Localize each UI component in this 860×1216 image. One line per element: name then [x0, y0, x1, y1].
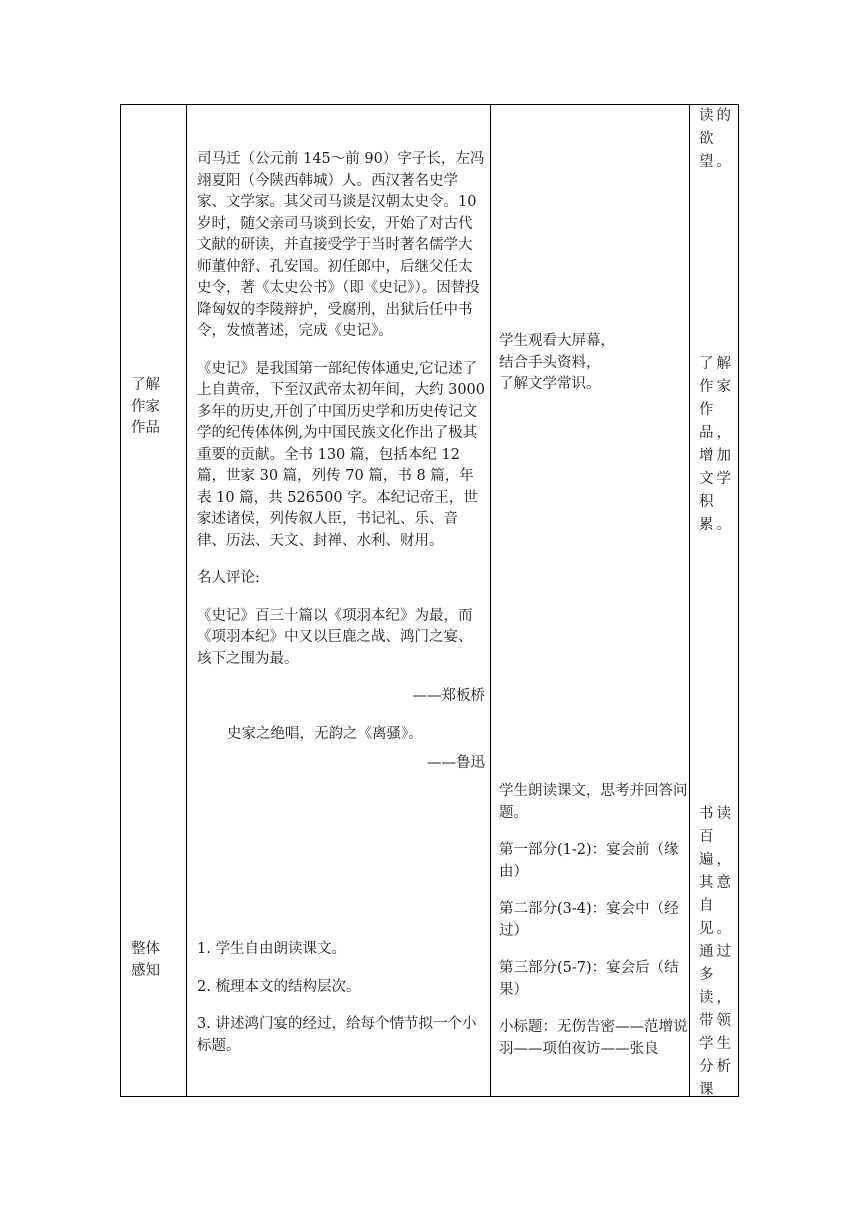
activity-item: 第一部分(1-2)：宴会前（缘由）	[499, 842, 679, 880]
column-divider	[490, 105, 491, 1096]
quote-lu-author: ——鲁迅	[427, 755, 485, 771]
purpose-author: 了解作家作品，增加文学积累。	[699, 356, 734, 533]
column-divider	[689, 105, 690, 1096]
content-column-author	[197, 149, 485, 791]
task-item: 3. 讲述鸿门宴的经过，给每个情节拟一个小标题。	[197, 1016, 477, 1054]
author-intro: 司马迁（公元前 145～前 90）字子长，左冯翊夏阳（今陕西韩城）人。西汉著名史学家、文学家。其父司马谈是汉朝太史令。10 岁时，随父亲司马谈到长安，开始了对古代文献的研读，并直接受学于当时著名儒学大师董仲舒、孔安国。初任郎中，后继父任太史令，著《太史公书》（即《史记》）。因替投降匈奴的李陵辩护，受腐刑，出狱后任中书令，发愤著述，完成《史记》。	[197, 151, 485, 339]
quote-lu: 史家之绝唱，无韵之《离骚》。	[227, 725, 423, 742]
student-activity-overview	[499, 781, 689, 1076]
comments-heading: 名人评论:	[197, 570, 260, 586]
stage-label-overview: 整体 感知	[131, 941, 160, 979]
activity-item: 小标题：无伤告密——范增说羽——项伯夜访——张良	[499, 1019, 688, 1057]
quote-zheng: 《史记》百三十篇以《项羽本纪》为最，而《项羽本纪》中又以巨鹿之战、鸿门之宴、垓下之围为最。	[197, 607, 473, 667]
task-item: 2. 梳理本文的结构层次。	[197, 978, 361, 995]
stage-label-author: 了解 作家 作品	[131, 377, 160, 436]
content-column-overview	[197, 939, 485, 1073]
student-activity-author: 学生观看大屏幕， 结合手头资料， 了解文学常识。	[499, 333, 615, 392]
activity-item: 第三部分(5-7)：宴会后（结果）	[499, 960, 679, 998]
activity-item: 第二部分(3-4)：宴会中（经过）	[499, 901, 679, 939]
purpose-top: 读的欲望。	[699, 108, 734, 170]
lesson-plan-table	[120, 104, 739, 1097]
quote-zheng-author: ——郑板桥	[412, 688, 485, 704]
column-divider	[186, 105, 187, 1096]
purpose-overview: 书读百遍，其意自见。通过多读，带领学生分析课	[699, 806, 734, 1098]
activity-item: 学生朗读课文，思考并回答问题。	[499, 783, 688, 821]
task-item: 1. 学生自由朗读课文。	[197, 941, 346, 957]
shiji-intro: 《史记》是我国第一部纪传体通史,它记述了上自黄帝，下至汉武帝太初年间，大约 3000 多年的历史,开创了中国历史学和历史传记文学的纪传体体例,为中国民族文化作出了极其重要的贡献。全书 130 篇，包括本纪 12 篇，世家 30 篇，列传 70 篇，书 8 篇，年表 10 篇，共 526500 字。本纪记帝王，世家述诸侯，列传叙人臣，书记礼、乐、音律、历法、天文、封禅、水利、财用。	[197, 360, 486, 549]
